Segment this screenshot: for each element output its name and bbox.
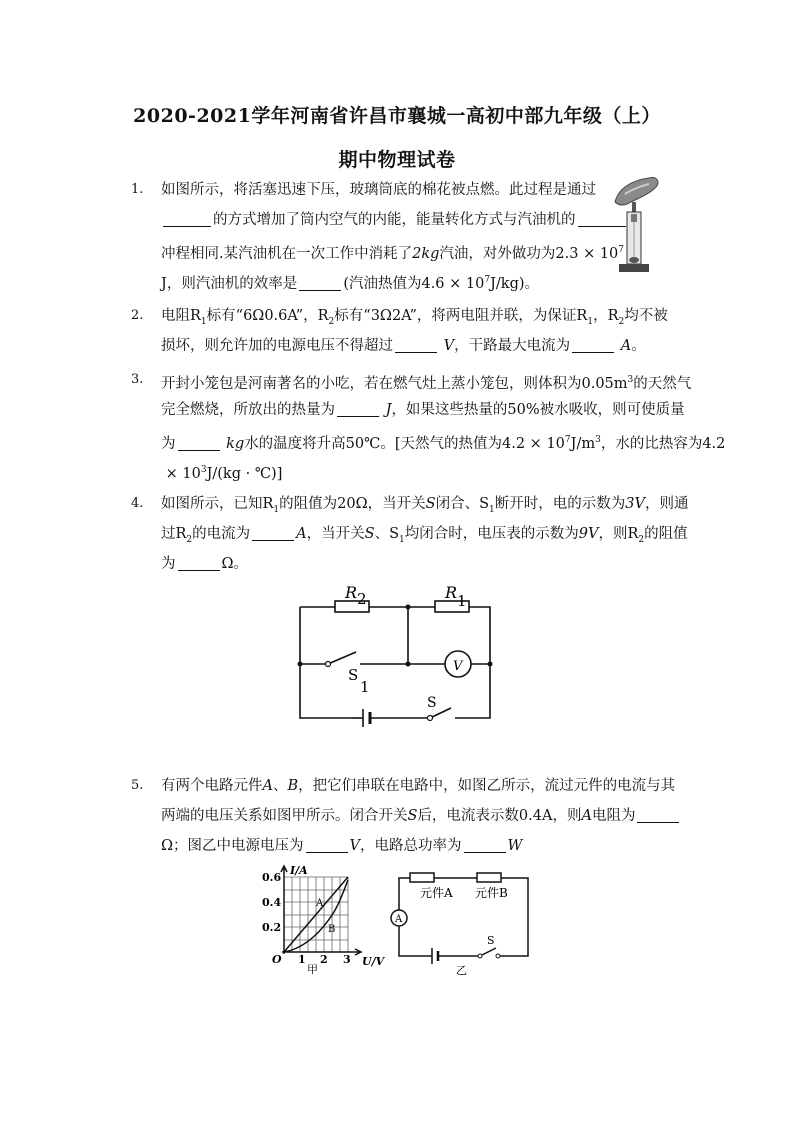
r2-label: R xyxy=(345,583,358,602)
answer-blank[interactable] xyxy=(572,334,614,353)
q4-text: 如图所示，已知R xyxy=(161,496,274,512)
q4-text: 、S xyxy=(374,526,400,542)
q4-text: Ω。 xyxy=(221,556,249,572)
x-tick: 1 xyxy=(298,953,306,966)
graph-caption: 甲 xyxy=(307,963,318,976)
switch-s1-blade xyxy=(328,652,356,664)
y-tick: 0.6 xyxy=(262,871,282,884)
q1-work: 汽油，对外做功为2.3 × 10 xyxy=(439,245,619,262)
answer-blank[interactable] xyxy=(178,552,220,571)
superscript: 3 xyxy=(595,435,601,445)
q1-exp: 7 xyxy=(618,245,625,255)
switch-label: S xyxy=(487,934,495,947)
answer-blank[interactable] xyxy=(178,432,220,451)
question-number: 3. xyxy=(131,372,144,387)
q4-text: ，当开关 xyxy=(306,526,365,542)
q1-line1: 如图所示，将活塞迅速下压，玻璃筒底的棉花被点燃。此过程是通过 xyxy=(161,182,596,198)
answer-blank[interactable] xyxy=(337,398,379,417)
s1-label: S xyxy=(348,666,359,684)
q3-text: 完全燃烧，所放出的热量为 xyxy=(161,402,335,418)
q1-mass: 2kg xyxy=(412,245,440,262)
circuit-diagram-yi xyxy=(388,870,538,978)
q4-text: 的阻值 xyxy=(644,526,688,542)
q5-text: Ω；图乙中电源电压为 xyxy=(161,838,304,854)
switch-symbol: S xyxy=(425,496,436,512)
q5-text: 有两个电路元件 xyxy=(161,778,263,794)
q3-text: 水的温度将升高50℃。[天然气的热值为4.2 × 10 xyxy=(244,435,565,452)
answer-blank[interactable] xyxy=(299,272,341,291)
q2-text: 电阻R xyxy=(161,308,201,324)
q4-text: 的阻值为20Ω，当开关 xyxy=(279,496,426,512)
curve-a-label: A xyxy=(316,898,324,909)
circuit-diagram-q4 xyxy=(290,582,500,732)
q5-text: 、 xyxy=(272,778,288,794)
q4-text: 闭合、S xyxy=(435,496,490,512)
subscript: 1 xyxy=(200,316,207,327)
r2-subscript: 2 xyxy=(357,590,367,608)
subscript: 1 xyxy=(489,504,495,515)
q2-text: 。 xyxy=(631,338,646,354)
component-b-box xyxy=(477,873,501,882)
q5-text: 两端的电压关系如图甲所示。闭合开关 xyxy=(161,808,408,824)
subscript: 2 xyxy=(186,534,193,545)
q3-text: ，水的比热容为4.2 xyxy=(600,435,726,452)
answer-blank[interactable] xyxy=(464,834,506,853)
q2-text: 标有“6Ω0.6A”，R xyxy=(206,308,329,324)
unit: V xyxy=(443,338,455,354)
answer-blank[interactable] xyxy=(163,208,211,227)
piston-apparatus-figure xyxy=(605,172,665,282)
unit: V xyxy=(349,838,361,854)
q3-text: 开封小笼包是河南著名的小吃，若在燃气灶上蒸小笼包，则体积为0.05m xyxy=(161,375,628,392)
answer-blank[interactable] xyxy=(306,834,348,853)
q4-text: 过R xyxy=(161,526,187,542)
question-number: 2. xyxy=(131,308,144,323)
q3-text: 为 xyxy=(161,435,176,452)
q3-text: × 10 xyxy=(165,465,201,482)
superscript: 3 xyxy=(627,375,634,385)
component-b-label: 元件B xyxy=(475,886,508,900)
r1-subscript: 1 xyxy=(457,592,467,610)
ammeter-label: A xyxy=(395,914,403,925)
superscript: 7 xyxy=(564,435,571,445)
q1-unit: J/kg)。 xyxy=(490,275,540,292)
circuit-caption: 乙 xyxy=(456,964,467,977)
subscript: 2 xyxy=(328,316,335,327)
subscript: 1 xyxy=(399,534,405,545)
switch-blade xyxy=(480,948,496,956)
q4-text: 为 xyxy=(161,556,176,572)
component-b: B xyxy=(287,778,299,794)
x-tick: 3 xyxy=(343,953,351,966)
x-tick: 2 xyxy=(320,953,328,966)
q1-exp2: 7 xyxy=(484,275,491,285)
voltage-value: 3V xyxy=(625,496,645,512)
unit: J xyxy=(385,402,392,418)
r1-label: R xyxy=(445,583,458,602)
question-number: 4. xyxy=(131,496,144,511)
switch-symbol: S xyxy=(407,808,418,824)
component-a-label: 元件A xyxy=(420,886,453,900)
q5-text: ，电路总功率为 xyxy=(360,838,462,854)
s-label: S xyxy=(427,695,437,711)
voltage-value: 9V xyxy=(578,526,599,542)
voltmeter-label: V xyxy=(453,659,463,674)
y-axis-label: I/A xyxy=(290,864,308,877)
q5-text: 电阻为 xyxy=(591,808,636,824)
unit: A xyxy=(296,526,307,542)
unit: W xyxy=(507,838,523,854)
subscript: 1 xyxy=(587,316,594,327)
page-title-line1: 2020-2021学年河南省许昌市襄城一高初中部九年级（上） xyxy=(133,105,661,127)
q4-text: 的电流为 xyxy=(192,526,251,542)
answer-blank[interactable] xyxy=(252,522,294,541)
q1-line4: J，则汽油机的效率是 xyxy=(161,275,298,292)
q1-line3: 冲程相同.某汽油机在一次工作中消耗了 xyxy=(161,245,413,262)
x-axis-label: U/V xyxy=(362,955,385,968)
question-number: 1. xyxy=(131,182,144,197)
q4-text: ，则R xyxy=(598,526,639,542)
answer-blank[interactable] xyxy=(637,804,679,823)
component-a: A xyxy=(262,778,273,794)
q5-text: ，把它们串联在电路中，如图乙所示，流过元件的电流与其 xyxy=(298,778,676,794)
q2-text: 均不被 xyxy=(624,308,668,324)
origin-label: O xyxy=(272,953,282,966)
subscript: 2 xyxy=(618,316,625,327)
q1-line2: 的方式增加了筒内空气的内能，能量转化方式与汽油机的 xyxy=(213,212,576,228)
y-tick: 0.2 xyxy=(262,921,282,934)
q2-text: ，干路最大电流为 xyxy=(454,338,571,354)
q3-text: J/(kg · ℃)] xyxy=(206,465,283,482)
subscript: 2 xyxy=(638,534,645,545)
subscript: 1 xyxy=(273,504,280,515)
page-title-line2: 期中物理试卷 xyxy=(338,149,456,171)
component-a: A xyxy=(581,808,592,824)
component-a-box xyxy=(410,873,434,882)
s1-subscript: 1 xyxy=(360,678,370,696)
answer-blank[interactable] xyxy=(395,334,437,353)
y-tick: 0.4 xyxy=(262,896,282,909)
q2-text: 损坏，则允许加的电源电压不得超过 xyxy=(161,338,393,354)
switch-symbol: S xyxy=(364,526,375,542)
q4-text: 均闭合时，电压表的示数为 xyxy=(404,526,579,542)
q4-text: ，则通 xyxy=(644,496,689,512)
q2-text: 标有“3Ω2A”，将两电阻并联，为保证R xyxy=(334,308,588,324)
unit: kg xyxy=(226,435,245,452)
q3-text: 的天然气 xyxy=(633,375,692,392)
q3-text: ，如果这些热量的50%被水吸收，则可使质量 xyxy=(391,402,685,418)
q5-text: 后，电流表示数0.4A，则 xyxy=(417,808,582,824)
q4-text: 断开时，电的示数为 xyxy=(494,496,626,512)
superscript: 3 xyxy=(200,465,207,475)
unit: A xyxy=(620,338,632,354)
iv-graph-jia xyxy=(262,862,392,977)
q1-heat-value: (汽油热值为4.6 × 10 xyxy=(343,275,485,292)
question-number: 5. xyxy=(131,778,144,793)
q3-text: J/m xyxy=(570,435,596,452)
curve-b-label: B xyxy=(328,924,336,935)
q2-text: ，R xyxy=(593,308,619,324)
